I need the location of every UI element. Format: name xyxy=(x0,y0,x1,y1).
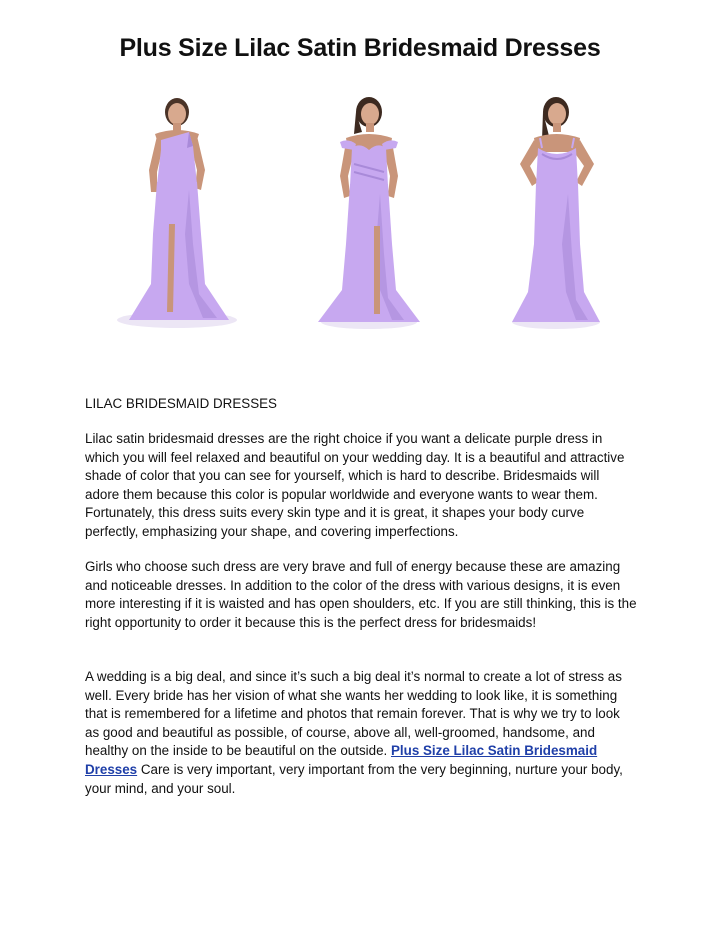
dress-photo-one-shoulder xyxy=(89,94,265,332)
paragraph-3 xyxy=(85,668,637,798)
page-title: Plus Size Lilac Satin Bridesmaid Dresses xyxy=(119,34,601,62)
section-heading: LILAC BRIDESMAID DRESSES xyxy=(85,396,277,411)
paragraph-2: Girls who choose such dress are very brave and full of energy because these are amazing and noticeable dresses. In addition to the color of the dress with various designs, it is even more interesting if it is waisted and has open shoulders, etc. If you are still thinking, this is the right opportunity to order it because this is the perfect dress for bridesmaids! xyxy=(85,559,637,630)
model-one-shoulder-illustration xyxy=(89,94,265,332)
paragraph-3-text-after: Care is very important, very important from the very beginning, nurture your body, your mind, and your soul. xyxy=(85,761,623,796)
model-cowl-neck-illustration xyxy=(486,94,626,332)
paragraph-1: Lilac satin bridesmaid dresses are the right choice if you want a delicate purple dress in which you will feel relaxed and beautiful on your wedding day. It is a beautiful and attractive shade of color that you can see for yourself, which is hard to describe. Bridesmaids will adore them because this color is popular worldwide and everyone wants to wear them. Fortunately, this dress suits every skin type and it is great, it shapes your body curve perfectly, emphasizing your shape, and covering imperfections. xyxy=(85,431,625,539)
dress-photo-cowl-neck xyxy=(486,94,626,332)
product-link[interactable]: Plus Size Lilac Satin Bridesmaid Dresses xyxy=(85,743,598,777)
model-off-shoulder-illustration xyxy=(300,94,438,332)
dress-photo-off-shoulder xyxy=(300,94,438,332)
paragraph-3-text-before: A wedding is a big deal, and since it’s such a big deal it’s normal to create a lot of stress as well. Every bride has her vision of what she wants her wedding to look like, it is something that is remembered for a lifetime and photos that remain forever. That is why we try to look as good and beautiful as possible, of course, above all, well-groomed, handsome, and healthy on the inside to be beautiful on the outside. xyxy=(85,669,622,759)
